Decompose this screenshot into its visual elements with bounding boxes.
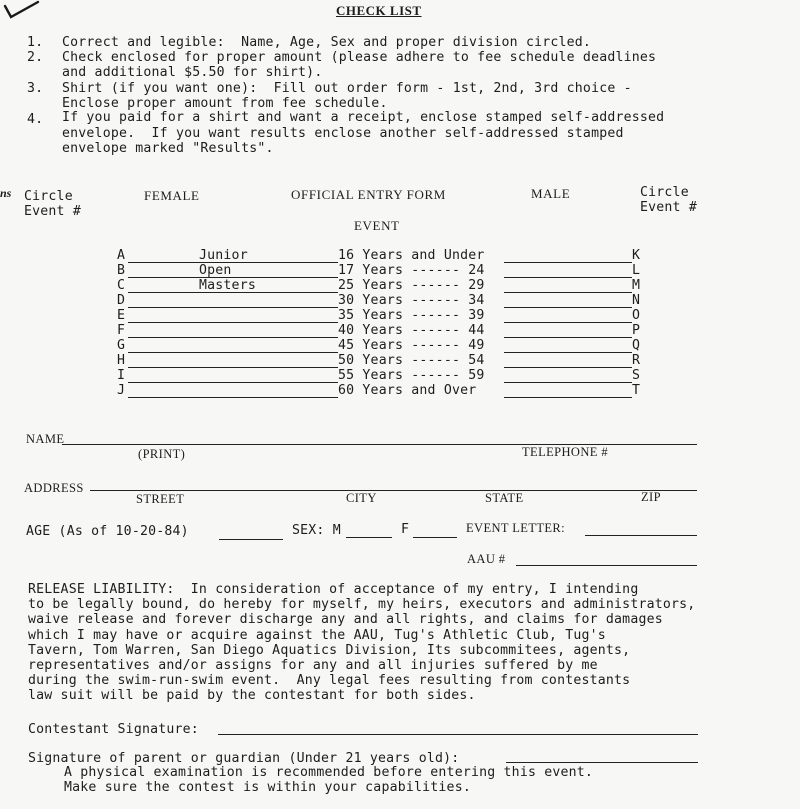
circle-event-right-label: Circle: [640, 185, 689, 200]
checklist-title: CHECK LIST: [336, 3, 422, 18]
footer-line-1: A physical examination is recommended before entering this event.: [64, 765, 594, 780]
sex-male-label: SEX: M: [292, 523, 341, 538]
age-group: 40 Years ------ 44: [338, 323, 485, 338]
name-label: NAME: [26, 432, 65, 446]
release-line: during the swim-run-swim event. Any legal fees resulting from contestants: [28, 673, 631, 688]
contestant-signature-field[interactable]: [218, 734, 698, 735]
telephone-label: TELEPHONE #: [522, 445, 608, 459]
age-field[interactable]: [219, 539, 283, 540]
event-letter-left[interactable]: A: [117, 248, 126, 263]
release-line: representatives and/or assigns for any and all injuries suffered by me: [28, 658, 598, 673]
age-group: 25 Years ------ 29: [338, 278, 485, 293]
check-mark-icon: [2, 0, 42, 22]
release-line: to be legally bound, do hereby for myself, my heirs, executors and administrators,: [28, 597, 696, 612]
event-letter-left[interactable]: D: [117, 293, 126, 308]
event-letter-right[interactable]: L: [632, 263, 641, 278]
checklist-item-4-line-1: If you paid for a shirt and want a receipt, enclose stamped self-addressed: [62, 110, 665, 125]
checklist-num-4: 4.: [27, 112, 44, 127]
event-letter-right[interactable]: S: [632, 368, 641, 383]
event-letter-left[interactable]: B: [117, 263, 126, 278]
checklist-num-1: 1.: [27, 35, 44, 50]
checklist-num-3: 3.: [27, 81, 44, 96]
event-num-right-label: Event #: [640, 200, 697, 215]
city-label: CITY: [346, 491, 377, 505]
age-group: 35 Years ------ 39: [338, 308, 485, 323]
release-line: waive release and forever discharge any and all rights, and claims for damages: [28, 612, 663, 627]
event-letter-left[interactable]: F: [117, 323, 126, 338]
event-header: EVENT: [354, 218, 400, 233]
event-letter-left[interactable]: E: [117, 308, 126, 323]
female-header: FEMALE: [144, 188, 200, 203]
aau-field[interactable]: [516, 565, 697, 566]
age-group: 17 Years ------ 24: [338, 263, 485, 278]
release-line: Tavern, Tom Warren, San Diego Aquatics Division, Its subcommitees, agents,: [28, 643, 631, 658]
event-letter-right[interactable]: M: [632, 278, 641, 293]
age-group: 55 Years ------ 59: [338, 368, 485, 383]
female-division: Open: [199, 263, 232, 278]
age-group: 30 Years ------ 34: [338, 293, 485, 308]
event-letter-left[interactable]: H: [117, 353, 126, 368]
event-letter-right[interactable]: R: [632, 353, 641, 368]
age-group: 45 Years ------ 49: [338, 338, 485, 353]
event-letter-left[interactable]: I: [117, 368, 126, 383]
checklist-item-4-line-3: envelope marked "Results".: [62, 141, 274, 156]
release-line: law suit will be paid by the contestant for both sides.: [28, 688, 476, 703]
checklist-item-3-line-1: Shirt (if you want one): Fill out order form - 1st, 2nd, 3rd choice -: [62, 81, 632, 96]
event-letter-right[interactable]: Q: [632, 338, 641, 353]
guardian-signature-label: Signature of parent or guardian (Under 21 years old):: [28, 751, 460, 766]
age-group: 50 Years ------ 54: [338, 353, 485, 368]
margin-note: ns: [0, 186, 12, 200]
guardian-signature-field[interactable]: [506, 762, 698, 763]
checklist-item-2-line-2: and additional $5.50 for shirt).: [62, 65, 323, 80]
event-letter-right[interactable]: O: [632, 308, 641, 323]
event-num-left-label: Event #: [24, 204, 81, 219]
release-line: RELEASE LIABILITY: In consideration of acceptance of my entry, I intending: [28, 582, 639, 597]
event-letter-field[interactable]: [585, 535, 697, 536]
sex-female-field[interactable]: [413, 537, 457, 538]
official-entry-form-header: OFFICIAL ENTRY FORM: [291, 187, 446, 202]
circle-event-left-label: Circle: [24, 189, 73, 204]
checklist-item-2-line-1: Check enclosed for proper amount (please adhere to fee schedule deadlines: [62, 50, 657, 65]
event-letter-left[interactable]: J: [117, 383, 126, 398]
aau-label: AAU #: [467, 552, 506, 566]
female-division: Masters: [199, 278, 256, 293]
zip-label: ZIP: [641, 490, 661, 504]
contestant-signature-label: Contestant Signature:: [28, 722, 199, 737]
event-letter-right[interactable]: K: [632, 248, 641, 263]
release-line: which I may have or acquire against the AAU, Tug's Athletic Club, Tug's: [28, 628, 606, 643]
footer-line-2: Make sure the contest is within your capabilities.: [64, 780, 471, 795]
checklist-item-1-line-1: Correct and legible: Name, Age, Sex and proper division circled.: [62, 35, 592, 50]
age-label: AGE (As of 10-20-84): [26, 524, 189, 539]
checklist-item-4-line-2: envelope. If you want results enclose another self-addressed stamped: [62, 126, 624, 141]
street-label: STREET: [136, 492, 185, 506]
event-letter-left[interactable]: G: [117, 338, 126, 353]
address-field[interactable]: [90, 490, 697, 491]
age-group: 60 Years and Over: [338, 383, 477, 398]
female-division: Junior: [199, 248, 248, 263]
event-letter-label: EVENT LETTER:: [466, 521, 566, 535]
address-label: ADDRESS: [24, 481, 84, 495]
state-label: STATE: [485, 491, 524, 505]
event-letter-left[interactable]: C: [117, 278, 126, 293]
event-letter-right[interactable]: N: [632, 293, 641, 308]
event-letter-right[interactable]: T: [632, 383, 641, 398]
age-group: 16 Years and Under: [338, 248, 485, 263]
event-letter-right[interactable]: P: [632, 323, 641, 338]
sex-female-label: F: [401, 522, 410, 537]
checklist-num-2: 2.: [27, 50, 44, 65]
male-header: MALE: [531, 186, 571, 201]
sex-male-field[interactable]: [346, 537, 392, 538]
print-label: (PRINT): [138, 447, 186, 461]
checklist-item-3-line-2: Enclose proper amount from fee schedule.: [62, 96, 388, 111]
